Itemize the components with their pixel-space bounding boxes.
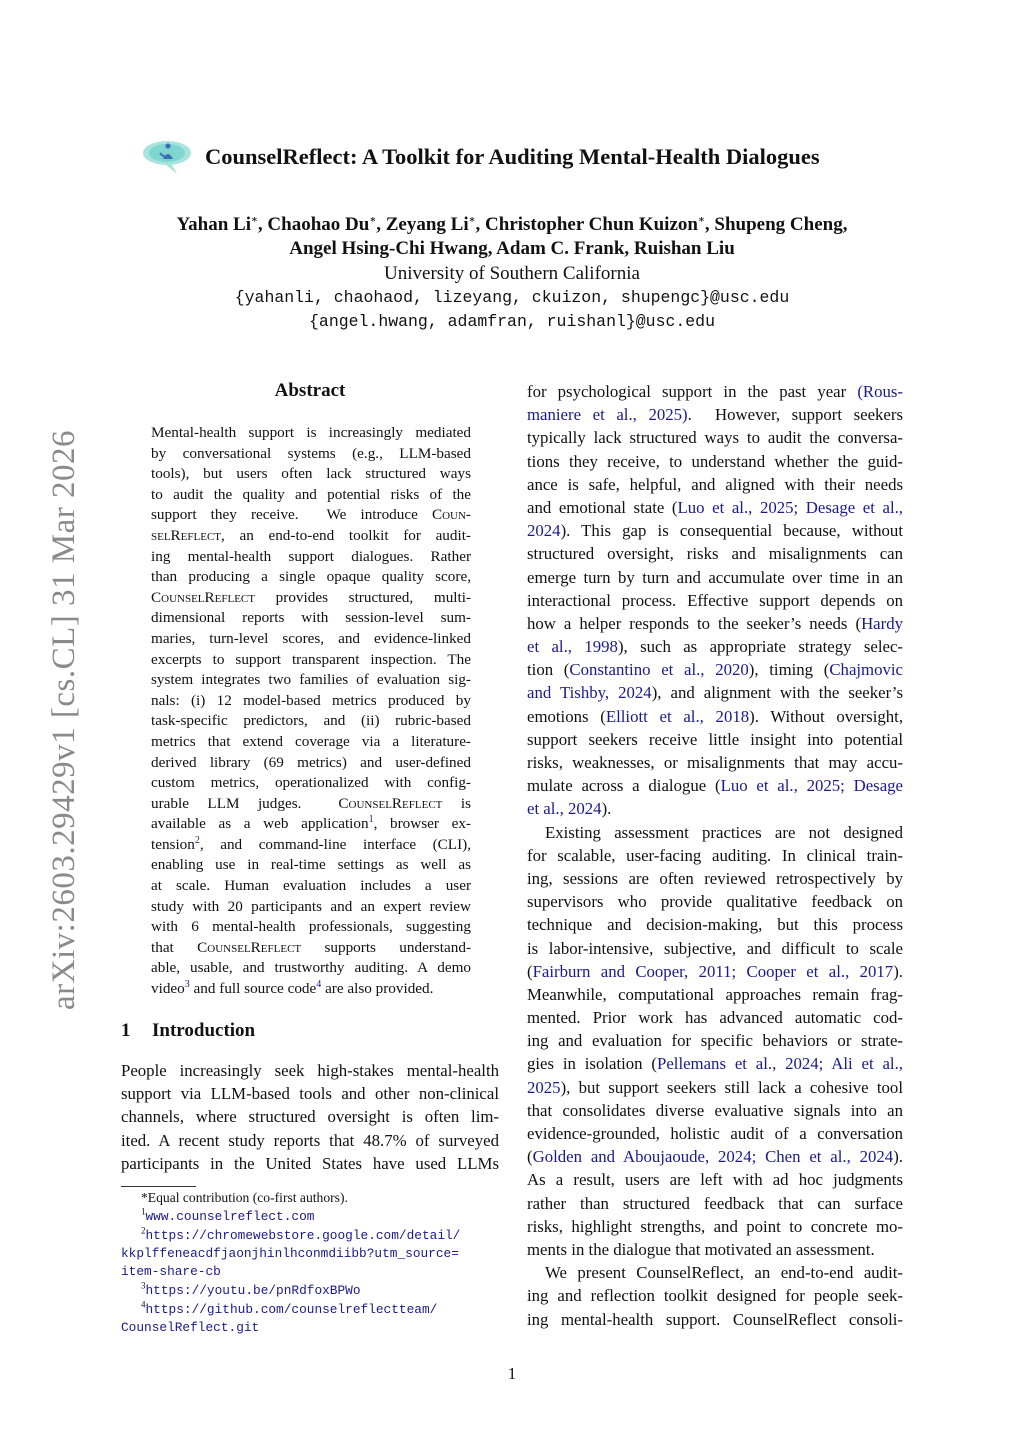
body-line: Existing assessment practices are not designed <box>545 822 903 842</box>
abstract-line: able, usable, and trustworthy auditing. A demo <box>151 959 471 977</box>
citation-link[interactable]: (Rous- <box>857 382 903 401</box>
body-line: how a helper responds to the seeker’s needs (Hardy <box>527 613 903 633</box>
body-line: tions they receive, to understand whether the guid- <box>527 451 903 471</box>
speech-bubble-person-icon <box>141 138 193 178</box>
body-line: 2025), but support seekers still lack a cohesive tool <box>527 1077 903 1097</box>
section-title: Introduction <box>152 1020 256 1041</box>
abstract-line: ing mental-health support dialogues. Rather <box>151 547 471 565</box>
abstract-line: study with 20 participants and an expert review <box>151 897 471 915</box>
page-number: 1 <box>507 1364 517 1383</box>
citation-link[interactable]: maniere et al., 2025) <box>527 405 688 425</box>
abstract-line: task-specific predictors, and (ii) rubric-based <box>151 712 471 730</box>
footnote-3: $^3$https://youtu.be/pnRdfoxBPWo <box>141 1280 361 1298</box>
body-line: et al., 2024). <box>527 799 612 819</box>
authors-line-1: Yahan Li∗, Chaohao Du∗, Zeyang Li∗, Christopher Chun Kuizon∗, Shupeng Cheng, <box>176 214 848 235</box>
body-line: mented. Prior work has advanced automatic cod- <box>527 1008 903 1028</box>
body-line: risks, highlight strengths, and point to concrete mo- <box>527 1216 903 1236</box>
footnote-1: $^1$www.counselreflect.com <box>141 1206 315 1224</box>
intro-right-column <box>527 380 903 1331</box>
body-line: structured oversight, risks and misalignments can <box>527 544 903 564</box>
abstract-line: available as a web application$^1$, browser ex- <box>151 814 471 833</box>
abstract-line: derived library (69 metrics) and user-defined <box>151 753 471 771</box>
footnote-2-link-cont[interactable]: item-share-cb <box>121 1264 221 1279</box>
body-line: channels, where structured oversight is often lim- <box>121 1107 499 1127</box>
emails-line-1: {yahanli, chaohaod, lizeyang, ckuizon, shupengc}@usc.edu <box>234 288 790 307</box>
footnote-4-link-cont[interactable]: CounselReflect.git <box>121 1320 260 1335</box>
body-line: risks, weaknesses, or misalignments that may accu- <box>527 753 903 772</box>
abstract-line: tension$^2$, and command-line interface (CLI), <box>151 834 471 853</box>
body-line: typically lack structured ways to audit the conversa- <box>527 428 903 448</box>
footnote-4-link[interactable]: https://github.com/counselreflectteam/ <box>145 1302 438 1317</box>
citation-link[interactable]: Fairburn and Cooper, 2011; Cooper et al., 2017 <box>532 961 894 981</box>
intro-left-column <box>121 1059 499 1175</box>
body-line: rather than structured feedback that can surface <box>527 1193 903 1213</box>
body-line: ing and evaluation for specific behaviors or strate- <box>527 1031 903 1051</box>
citation-link[interactable]: Luo et al., 2025; Desage <box>720 776 903 796</box>
citation-link[interactable]: Elliott et al., 2018 <box>605 706 750 726</box>
abstract-line: with 6 mental-health professionals, suggesting <box>151 918 471 936</box>
abstract-line: tools), but users often lack structured ways <box>151 465 471 483</box>
title-row <box>0 138 1024 182</box>
abstract-line: excerpts to support transparent inspection. The <box>151 650 471 668</box>
body-line: Meanwhile, computational approaches remain frag- <box>527 984 903 1004</box>
footnote-2-link-cont[interactable]: kkplffeneacdfjaonjhinlhconmdiibb?utm_source= <box>121 1246 459 1261</box>
body-line: and Tishby, 2024), and alignment with the seeker’s <box>527 683 904 703</box>
body-line: support seekers receive little insight into potential <box>527 729 903 749</box>
body-line: for scalable, user-facing auditing. In clinical train- <box>527 845 903 865</box>
body-line: ments in the dialogue that motivated an assessment. <box>527 1239 875 1259</box>
body-line: (Fairburn and Cooper, 2011; Cooper et al., 2017). <box>527 961 903 981</box>
body-line: ing mental-health support. CounselReflect consoli- <box>527 1309 903 1329</box>
citation-link[interactable]: et al., 1998 <box>527 637 618 657</box>
abstract-line: at scale. Human evaluation includes a user <box>151 877 471 895</box>
footnote-2: $^2$https://chromewebstore.google.com/detail/ <box>141 1225 461 1243</box>
section-heading-introduction <box>121 1020 255 1042</box>
body-line: support via LLM-based tools and other non-clinical <box>121 1084 499 1104</box>
abstract-line: enabling use in real-time settings as well as <box>151 856 471 874</box>
body-line: ited. A recent study reports that 48.7% of surveyed <box>121 1130 499 1150</box>
footnote-2-link[interactable]: https://chromewebstore.google.com/detail/ <box>145 1228 461 1243</box>
footnote-4: $^4$https://github.com/counselreflectteam/ <box>141 1299 438 1317</box>
abstract-line: video$^3$ and full source code$^4$ are also provided. <box>151 978 434 998</box>
body-line: supervisors who provide qualitative feedback on <box>527 892 903 912</box>
body-line: gies in isolation (Pellemans et al., 2024; Ali et al., <box>527 1054 903 1074</box>
citation-link[interactable]: Luo et al., 2025; Desage et al., <box>677 497 903 517</box>
body-line: tion (Constantino et al., 2020), timing (Chajmovic <box>527 660 903 680</box>
abstract-line: maries, turn-level scores, and evidence-linked <box>151 629 471 647</box>
body-line: interactional process. Effective support depends on <box>527 590 903 610</box>
abstract-line: custom metrics, operationalized with config- <box>151 774 471 792</box>
authors-line-2: Angel Hsing-Chi Hwang, Adam C. Frank, Ruishan Liu <box>289 238 735 259</box>
body-line: ance is safe, helpful, and aligned with their needs <box>527 474 903 494</box>
abstract-line: selReflect, an end-to-end toolkit for audit- <box>151 526 471 544</box>
body-line: emerge turn by turn and accumulate over time in an <box>527 567 903 587</box>
abstract-line: by conversational systems (e.g., LLM-based <box>151 444 471 462</box>
abstract-line: that CounselReflect supports understand- <box>151 938 472 956</box>
body-line: As a result, users are left with ad hoc judgments <box>527 1170 903 1190</box>
affiliation: University of Southern California <box>384 263 640 284</box>
body-line: that consolidates diverse evaluative signals into an <box>527 1100 903 1120</box>
section-number: 1 <box>121 1020 131 1041</box>
footnote-divider <box>121 1186 196 1187</box>
body-line: We present CounselReflect, an end-to-end audit- <box>545 1263 903 1283</box>
body-line: participants in the United States have used LLMs <box>121 1153 499 1173</box>
citation-link[interactable]: 2025 <box>527 1077 561 1097</box>
citation-link[interactable]: Golden and Aboujaoude, 2024; Chen et al., 2024 <box>532 1147 894 1167</box>
citation-link[interactable]: Constantino et al., 2020 <box>569 660 749 680</box>
citation-link[interactable]: Hardy <box>861 613 903 633</box>
abstract-line: dimensional reports with session-level sum- <box>151 609 471 627</box>
body-line: ing and reflection toolkit designed for people seek- <box>527 1286 903 1306</box>
footnote-1-link[interactable]: www.counselreflect.com <box>145 1209 315 1224</box>
body-line: 2024). This gap is consequential because, without <box>527 521 903 541</box>
arxiv-id-text: arXiv:2603.29429v1 [cs.CL] 31 Mar 2026 <box>46 430 82 1010</box>
body-line: emotions (Elliott et al., 2018). Without oversight, <box>527 706 904 726</box>
citation-link[interactable]: Chajmovic <box>829 660 903 680</box>
abstract-line: nals: (i) 12 model-based metrics produced by <box>151 691 471 709</box>
body-line: ing, sessions are often reviewed retrospectively by <box>527 868 903 888</box>
citation-link[interactable]: 2024 <box>527 521 561 541</box>
body-line: maniere et al., 2025). However, support seekers <box>527 405 904 425</box>
body-line: (Golden and Aboujaoude, 2024; Chen et al., 2024). <box>527 1147 903 1167</box>
body-line: mulate across a dialogue (Luo et al., 2025; Desage <box>527 776 903 796</box>
body-line: technique and decision-making, but this process <box>527 915 903 935</box>
abstract-line: system integrates two families of evaluation sig- <box>151 671 471 689</box>
emails-line-2: {angel.hwang, adamfran, ruishanl}@usc.edu <box>309 312 715 331</box>
citation-link[interactable]: and Tishby, 2024 <box>527 683 652 703</box>
footnotes <box>121 1189 499 1337</box>
body-line: is labor-intensive, subjective, and difficult to scale <box>527 938 903 958</box>
body-line: evidence-grounded, holistic audit of a conversation <box>527 1124 903 1143</box>
abstract-body <box>151 423 471 1000</box>
abstract-line: to audit the quality and potential risks of the <box>151 485 471 503</box>
body-line: et al., 1998), such as appropriate strategy selec- <box>527 637 903 657</box>
citation-link[interactable]: Pellemans et al., 2024; Ali et al., <box>657 1054 903 1074</box>
abstract-line: than producing a single opaque quality score, <box>151 568 471 586</box>
footnote-equal-contribution: *Equal contribution (co-first authors). <box>141 1190 348 1205</box>
abstract-line: urable LLM judges. CounselReflect is <box>151 794 471 812</box>
body-line: and emotional state (Luo et al., 2025; Desage et al., <box>527 497 903 517</box>
abstract-line: CounselReflect provides structured, multi- <box>151 588 471 606</box>
paper-title: CounselReflect: A Toolkit for Auditing Mental-Health Dialogues <box>205 144 820 169</box>
abstract-line: metrics that extend coverage via a literature- <box>151 732 471 750</box>
abstract-line: support they receive. We introduce Coun- <box>151 506 471 524</box>
footnote-3-link[interactable]: https://youtu.be/pnRdfoxBPWo <box>145 1283 361 1298</box>
body-line: for psychological support in the past year (Rous- <box>527 382 903 401</box>
abstract-line: Mental-health support is increasingly mediated <box>151 424 471 441</box>
body-line: People increasingly seek high-stakes mental-health <box>121 1061 499 1080</box>
abstract-heading: Abstract <box>274 380 346 401</box>
citation-link[interactable]: et al., 2024 <box>527 799 602 819</box>
